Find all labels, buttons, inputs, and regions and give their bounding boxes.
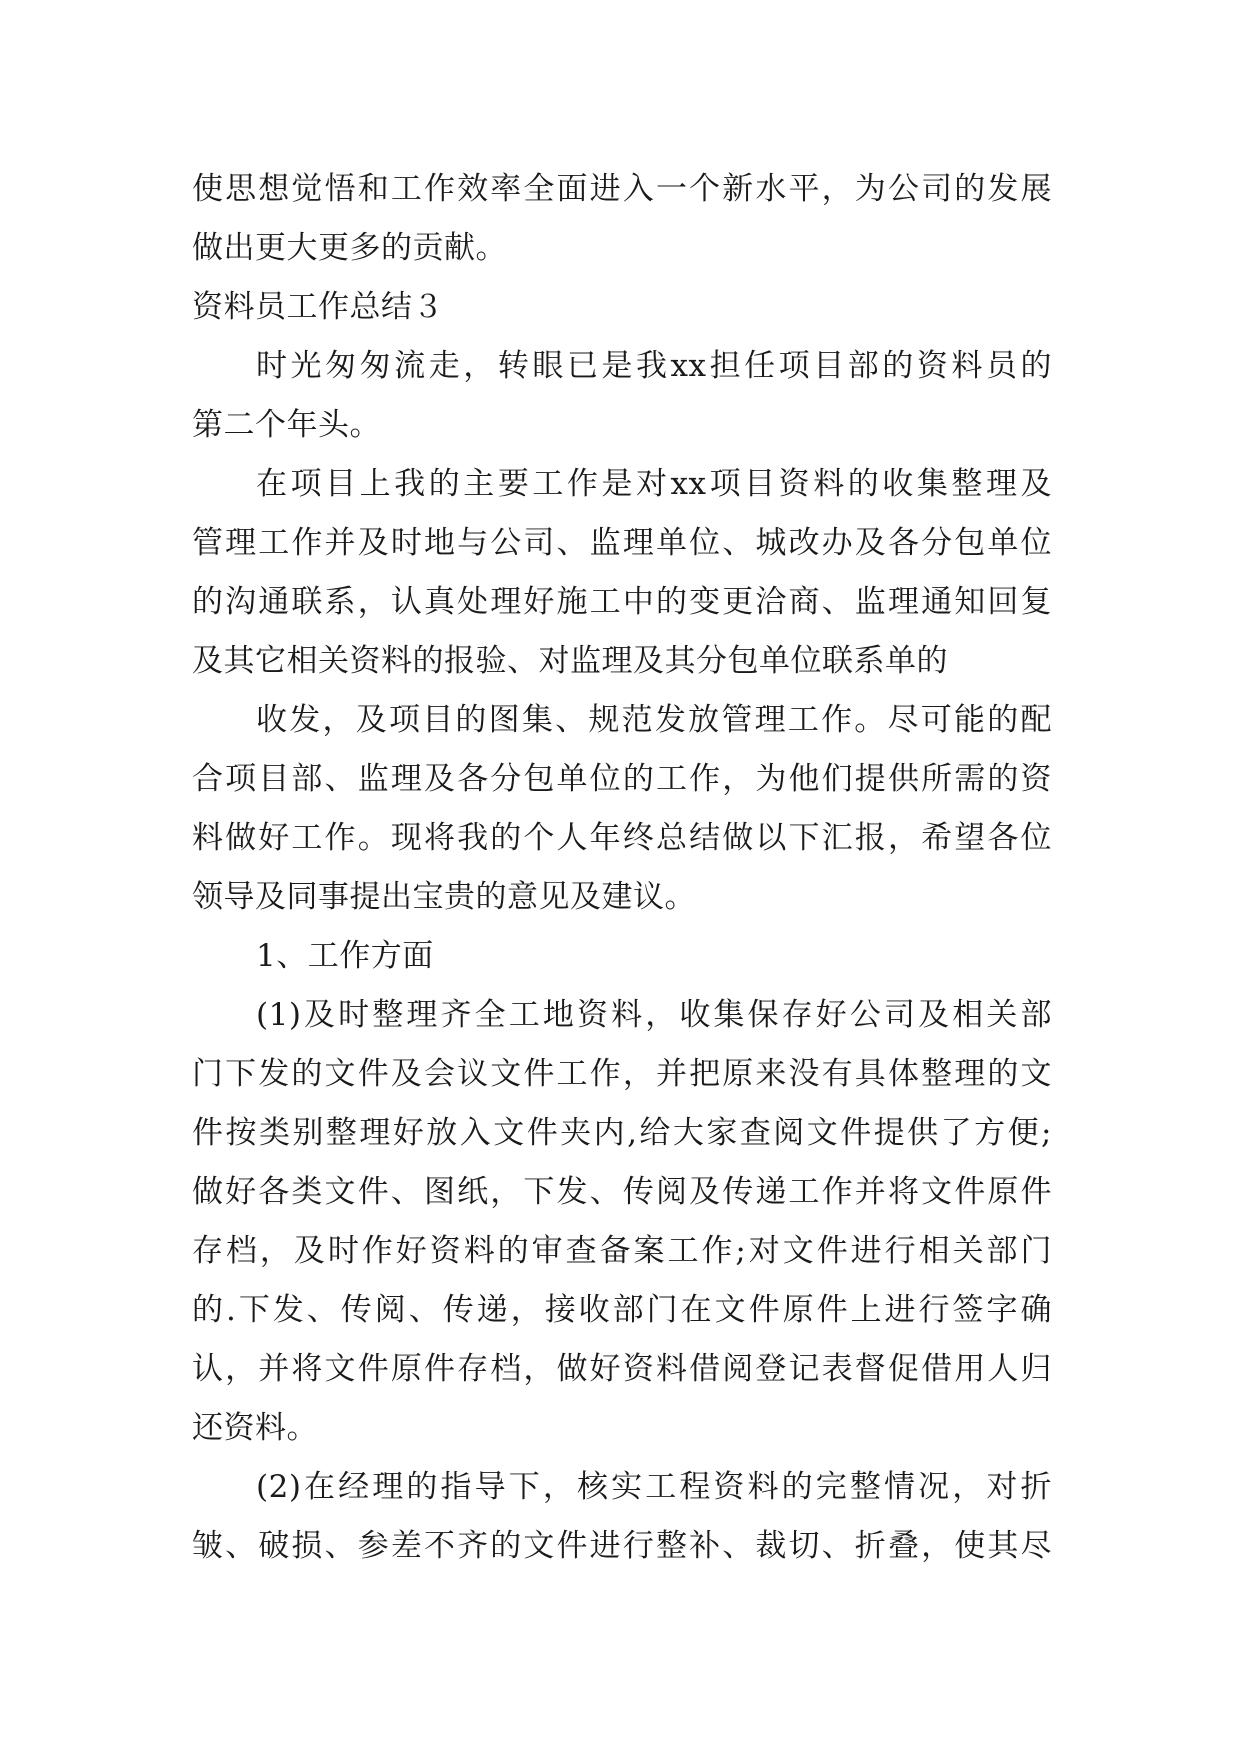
text-line: 存档，及时作好资料的审查备案工作;对文件进行相关部门	[192, 1233, 1052, 1269]
text-line: 做好各类文件、图纸，下发、传阅及传递工作并将文件原件	[192, 1174, 1052, 1210]
text-line: 还资料。	[192, 1410, 318, 1446]
text-line: 管理工作并及时地与公司、监理单位、城改办及各分包单位	[192, 525, 1052, 561]
subsection-heading: 1、工作方面	[256, 938, 434, 974]
text-line: (1)及时整理齐全工地资料，收集保存好公司及相关部	[256, 997, 1052, 1033]
text-line: 料做好工作。现将我的个人年终总结做以下汇报，希望各位	[192, 820, 1052, 856]
text-line: 门下发的文件及会议文件工作，并把原来没有具体整理的文	[192, 1056, 1052, 1092]
text-line: 领导及同事提出宝贵的意见及建议。	[192, 879, 696, 915]
text-line: 在项目上我的主要工作是对xx项目资料的收集整理及	[256, 466, 1052, 502]
text-line: 合项目部、监理及各分包单位的工作，为他们提供所需的资	[192, 761, 1052, 797]
text-line: (2)在经理的指导下，核实工程资料的完整情况，对折	[256, 1469, 1052, 1505]
text-line: 做出更大更多的贡献。	[192, 230, 507, 266]
text-line: 第二个年头。	[192, 407, 381, 443]
text-line: 件按类别整理好放入文件夹内,给大家查阅文件提供了方便;	[192, 1115, 1052, 1151]
document-page	[192, 160, 1052, 1576]
text-line: 的.下发、传阅、传递，接收部门在文件原件上进行签字确	[192, 1292, 1052, 1328]
text-line: 及其它相关资料的报验、对监理及其分包单位联系单的	[192, 643, 948, 679]
text-line: 的沟通联系，认真处理好施工中的变更洽商、监理通知回复	[192, 584, 1052, 620]
text-line: 使思想觉悟和工作效率全面进入一个新水平，为公司的发展	[192, 171, 1052, 207]
section-heading: 资料员工作总结３	[192, 289, 444, 325]
text-line: 收发，及项目的图集、规范发放管理工作。尽可能的配	[256, 702, 1052, 738]
text-line: 皱、破损、参差不齐的文件进行整补、裁切、折叠，使其尽	[192, 1528, 1052, 1564]
text-line: 时光匆匆流走，转眼已是我xx担任项目部的资料员的	[256, 348, 1052, 384]
text-line: 认，并将文件原件存档，做好资料借阅登记表督促借用人归	[192, 1351, 1052, 1387]
